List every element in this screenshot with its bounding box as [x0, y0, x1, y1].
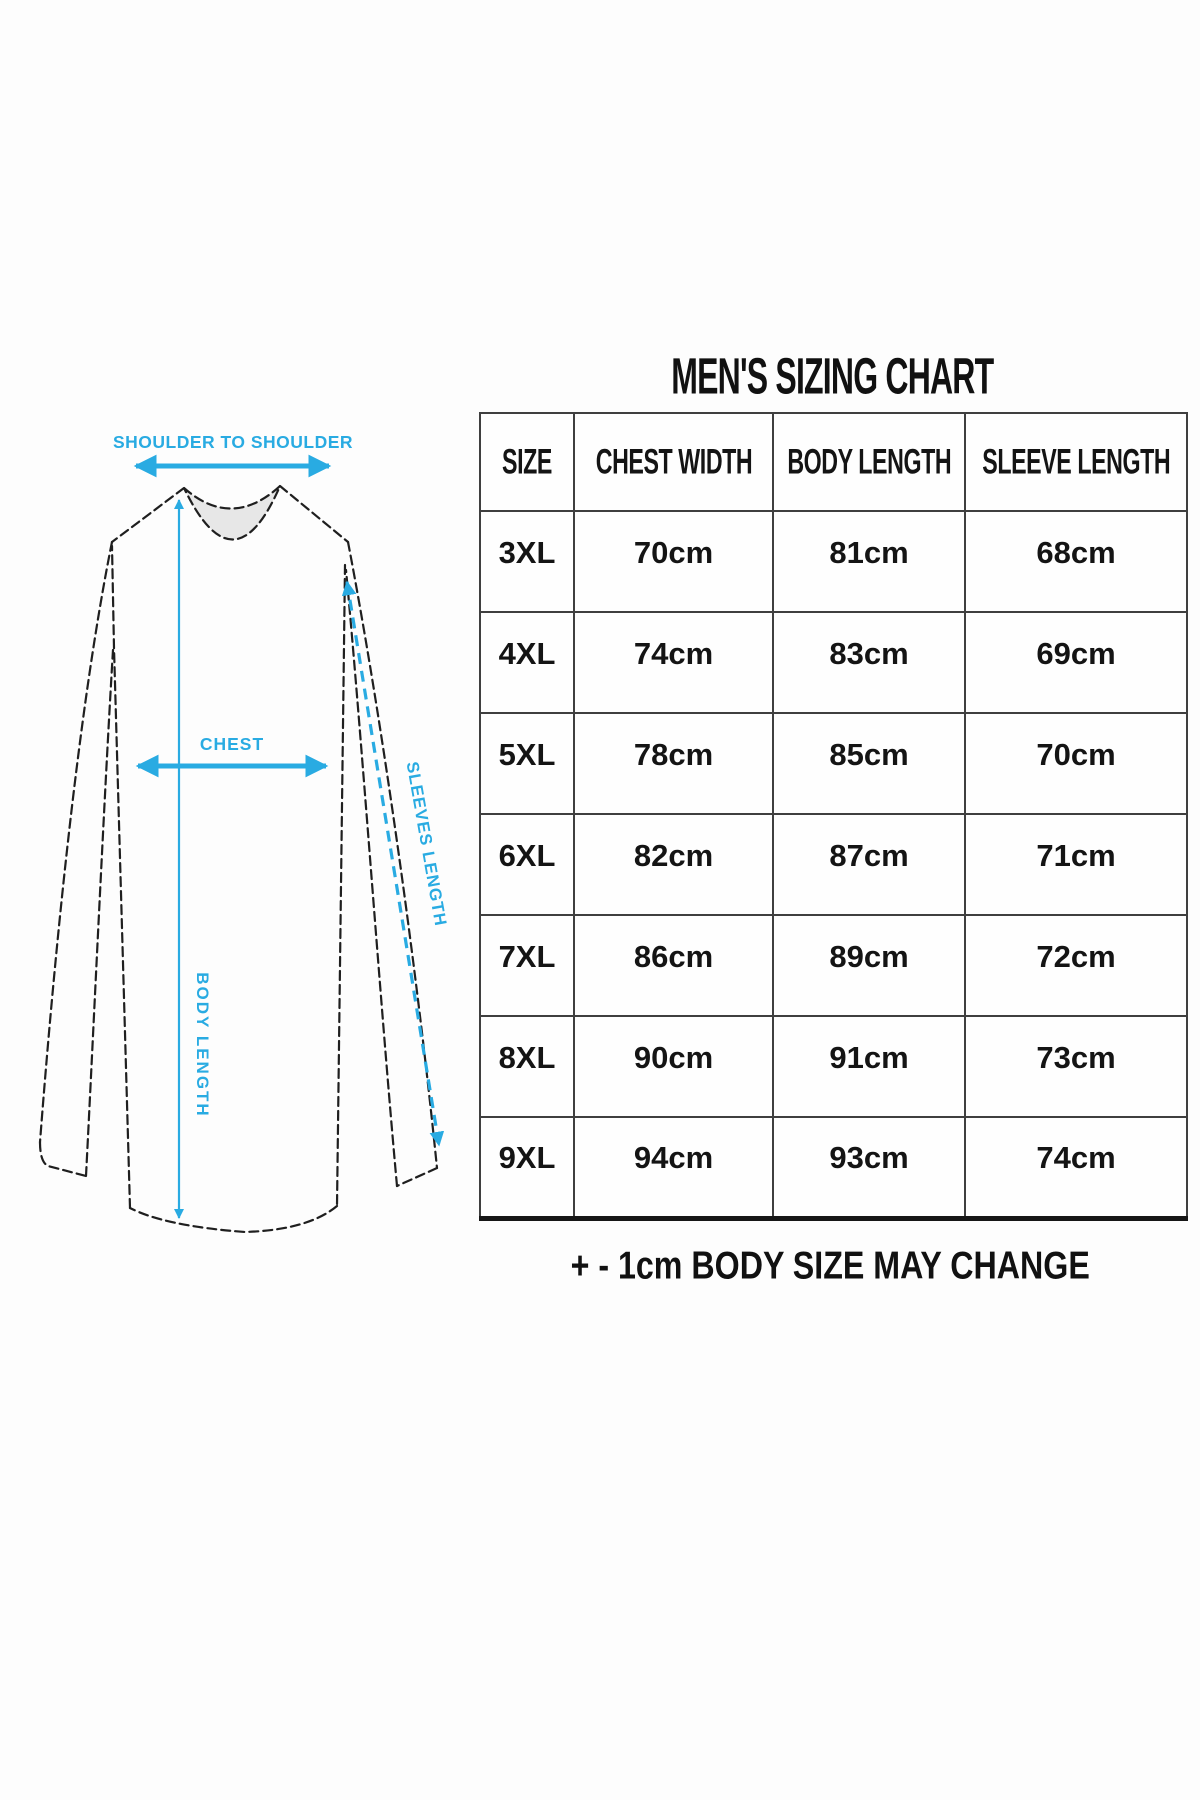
shoulder-to-shoulder-label: SHOULDER TO SHOULDER — [112, 432, 354, 452]
measurement-cell: 83cm — [773, 612, 965, 713]
table-row — [480, 612, 1187, 713]
sleeves-length-label: SLEEVES LENGTH — [402, 760, 451, 928]
measurement-cell: 87cm — [773, 814, 965, 915]
measurement-cell: 68cm — [965, 511, 1187, 612]
footnote — [440, 1240, 1200, 1292]
torso-right-edge — [337, 565, 345, 1206]
measurement-cell: 81cm — [773, 511, 965, 612]
measurement-cell: 70cm — [574, 511, 773, 612]
size-label-cell: 4XL — [480, 612, 574, 713]
hem-curve — [130, 1206, 337, 1232]
size-label-cell: 7XL — [480, 915, 574, 1016]
measurement-cell: 82cm — [574, 814, 773, 915]
left-shoulder-line — [112, 488, 184, 542]
left-cuff — [40, 1142, 86, 1176]
size-label-cell: 8XL — [480, 1016, 574, 1117]
measurement-cell: 72cm — [965, 915, 1187, 1016]
measurement-cell: 78cm — [574, 713, 773, 814]
table-row — [480, 1016, 1187, 1117]
body-length-label: BODY LENGTH — [193, 972, 212, 1118]
measurement-cell: 73cm — [965, 1016, 1187, 1117]
size-label-cell: 3XL — [480, 511, 574, 612]
table-row — [480, 511, 1187, 612]
size-table — [479, 412, 1188, 1221]
measurement-cell: 74cm — [965, 1117, 1187, 1218]
shirt-diagram — [20, 400, 460, 1260]
column-header — [773, 413, 965, 511]
measurement-cell: 89cm — [773, 915, 965, 1016]
column-header — [480, 413, 574, 511]
column-header-text: SIZE — [502, 441, 552, 481]
table-row — [480, 814, 1187, 915]
size-label-cell: 6XL — [480, 814, 574, 915]
table-row — [480, 1117, 1187, 1218]
measurement-cell: 85cm — [773, 713, 965, 814]
size-table-header-row — [480, 413, 1187, 511]
measurement-cell: 91cm — [773, 1016, 965, 1117]
torso-left-edge — [112, 546, 130, 1208]
page-title-text: MEN'S SIZING CHART — [671, 348, 994, 405]
column-header — [965, 413, 1187, 511]
shirt-diagram-svg — [20, 400, 460, 1260]
footnote-text: + - 1cm BODY SIZE MAY CHANGE — [570, 1243, 1090, 1288]
page-title — [479, 346, 1186, 408]
measurement-cell: 90cm — [574, 1016, 773, 1117]
column-header — [574, 413, 773, 511]
size-table-body — [480, 511, 1187, 1218]
measurement-cell: 69cm — [965, 612, 1187, 713]
right-cuff — [397, 1168, 437, 1186]
table-row — [480, 713, 1187, 814]
column-header-text: CHEST WIDTH — [595, 441, 752, 481]
measurement-cell: 94cm — [574, 1117, 773, 1218]
left-sleeve-inner — [86, 650, 113, 1176]
collar-shape — [184, 486, 280, 540]
right-shoulder-line — [280, 486, 348, 542]
chest-label: CHEST — [199, 734, 265, 754]
table-row — [480, 915, 1187, 1016]
shirt-outline — [40, 486, 437, 1232]
left-sleeve-outer — [40, 542, 112, 1142]
column-header-text: SLEEVE LENGTH — [982, 441, 1170, 481]
size-label-cell: 5XL — [480, 713, 574, 814]
measurement-cell: 71cm — [965, 814, 1187, 915]
size-label-cell: 9XL — [480, 1117, 574, 1218]
measurement-cell: 86cm — [574, 915, 773, 1016]
measurement-cell: 74cm — [574, 612, 773, 713]
measurement-cell: 93cm — [773, 1117, 965, 1218]
column-header-text: BODY LENGTH — [787, 441, 952, 481]
measurement-annotations — [113, 432, 450, 1218]
right-sleeve-inner — [346, 570, 397, 1186]
measurement-cell: 70cm — [965, 713, 1187, 814]
